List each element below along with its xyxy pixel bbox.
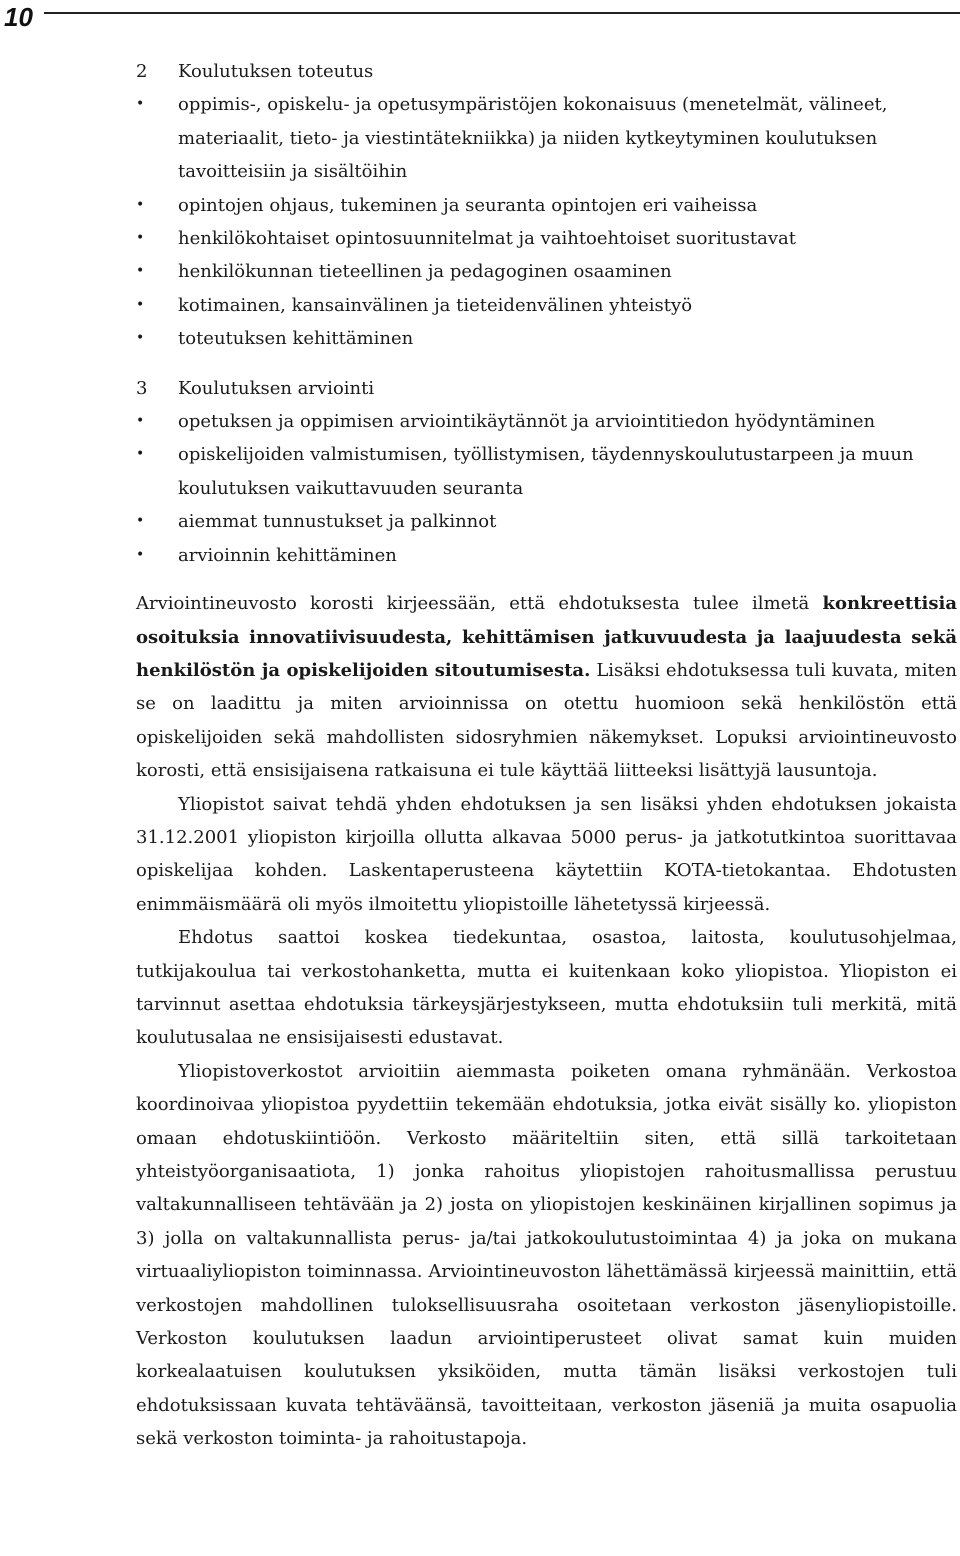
list-item — [136, 189, 957, 222]
page-number: 10 — [4, 2, 33, 32]
list-item-text: toteutuksen kehittäminen — [178, 328, 414, 350]
paragraph: Yliopistot saivat tehdä yhden ehdotuksen ja sen lisäksi yhden ehdotuksen jokaista 31.12.2001 yliopiston kirjoilla ollutta alkavaa 5000 perus- ja jatkotutkintoa suorittavaa opiskelijaa kohden. Laskentaperusteena käytettiin KOTA-tietokantaa. Ehdotusten enimmäismäärä oli myös ilmoitettu yliopistoille lähetetyssä kirjeessä. — [136, 793, 957, 915]
section-number: 3 — [136, 377, 148, 399]
list-item — [136, 255, 957, 288]
bullet-icon: • — [136, 96, 145, 113]
list-item-text: henkilökunnan tieteellinen ja pedagoginen osaaminen — [178, 261, 672, 283]
list-item-text: aiemmat tunnustukset ja palkinnot — [178, 511, 497, 533]
section-heading — [136, 372, 957, 405]
section-koulutuksen-arviointi — [136, 372, 957, 572]
section-koulutuksen-toteutus — [136, 55, 957, 356]
bullet-icon: • — [136, 513, 145, 530]
paragraph-text: Arviointineuvosto korosti kirjeessään, että ehdotuksesta tulee ilmetä — [136, 593, 823, 615]
section-title: Koulutuksen arviointi — [178, 377, 375, 399]
list-item-text: henkilökohtaiset opintosuunnitelmat ja vaihtoehtoiset suoritustavat — [178, 228, 797, 250]
list-item — [136, 222, 957, 255]
list-item-text: arvioinnin kehittäminen — [178, 544, 397, 566]
section-number: 2 — [136, 61, 148, 82]
list-item — [136, 405, 957, 438]
list-item-text: oppimis-, opiskelu- ja opetusympäristöjen kokonaisuus (menetelmät, välineet, materiaalit, tieto- ja viestintätekniikka) ja niiden kytkeytyminen koulutuksen tavoitteisiin ja sisältöihin — [178, 94, 888, 183]
list-item-text: opiskelijoiden valmistumisen, työllistymisen, täydennyskoulutustarpeen ja muun koulutuksen vaikuttavuuden seuranta — [178, 444, 914, 499]
bullet-icon: • — [136, 446, 145, 463]
list-item — [136, 322, 957, 355]
list-item-text: opintojen ohjaus, tukeminen ja seuranta opintojen eri vaiheissa — [178, 194, 758, 216]
section-title: Koulutuksen toteutus — [178, 61, 374, 82]
list-item — [136, 505, 957, 538]
page-content — [136, 55, 957, 1456]
bullet-icon: • — [136, 296, 145, 313]
bullet-icon: • — [136, 330, 145, 347]
list-item-text: opetuksen ja oppimisen arviointikäytännöt ja arviointitiedon hyödyntäminen — [178, 411, 876, 433]
paragraph-text: Lisäksi ehdotuksessa tuli kuvata, miten se on laadittu ja miten arvioinnissa on otettu huomioon sekä henkilöstön että opiskelijoiden sekä mahdollisten sidosryhmien näkemykset. Lopuksi arviointineuvosto korosti, että ensisijaisena ratkaisuna ei tule käyttää liitteeksi lisättyjä lausuntoja. — [136, 659, 957, 782]
list-item-text: kotimainen, kansainvälinen ja tieteidenvälinen yhteistyö — [178, 294, 693, 316]
bullet-icon: • — [136, 263, 145, 280]
section-heading — [136, 55, 957, 88]
page-header — [0, 0, 960, 40]
body-text — [136, 587, 957, 1456]
header-rule — [44, 12, 960, 14]
paragraph: Ehdotus saattoi koskea tiedekuntaa, osastoa, laitosta, koulutusohjelmaa, tutkijakoulua tai verkostohanketta, mutta ei kuitenkaan koko yliopistoa. Yliopiston ei tarvinnut asettaa ehdotuksia tärkeysjärjestykseen, mutta ehdotuksiin tuli merkitä, mitä koulutusalaa ne ensisijaisesti edustavat. — [136, 927, 957, 1049]
bullet-icon: • — [136, 230, 145, 247]
paragraph — [136, 587, 957, 787]
emphasized-text: konkreettisia osoituksia innovatiivisuudesta, kehittämisen jatkuvuudesta ja laajuudesta sekä henkilöstön ja opiskelijoiden sitoutumisesta. — [136, 593, 957, 681]
list-item — [136, 289, 957, 322]
list-item — [136, 539, 957, 572]
bullet-icon: • — [136, 546, 145, 563]
list-item — [136, 438, 957, 505]
paragraph: Yliopistoverkostot arvioitiin aiemmasta poiketen omana ryhmänään. Verkostoa koordinoivaa yliopistoa pyydettiin tekemään ehdotuksia, jotka eivät sisälly ko. yliopiston omaan ehdotuskiintiöön. Verkosto määriteltiin siten, että sillä tarkoitetaan yhteistyöorganisaatiota, 1) jonka rahoitus yliopistojen rahoitusmallissa perustuu valtakunnalliseen tehtävään ja 2) josta on yliopistojen keskinäinen kirjallinen sopimus ja 3) jolla on valtakunnallista perus- ja/tai jatkokoulutustoimintaa 4) ja joka on mukana virtuaaliyliopiston toiminnassa. Arviointineuvoston lähettämässä kirjeessä mainittiin, että verkostojen mahdollinen tuloksellisuusraha osoitetaan verkoston jäsenyliopistoille. Verkoston koulutuksen laadun arviointiperusteet olivat samat kuin muiden korkealaatuisen koulutuksen yksiköiden, mutta tämän lisäksi verkostojen tuli ehdotuksissaan kuvata tehtäväänsä, tavoitteitaan, verkoston jäseniä ja muita osapuolia sekä verkoston toiminta- ja rahoitustapoja. — [136, 1060, 957, 1450]
bullet-icon: • — [136, 196, 145, 213]
list-item — [136, 88, 957, 188]
bullet-icon: • — [136, 413, 145, 430]
